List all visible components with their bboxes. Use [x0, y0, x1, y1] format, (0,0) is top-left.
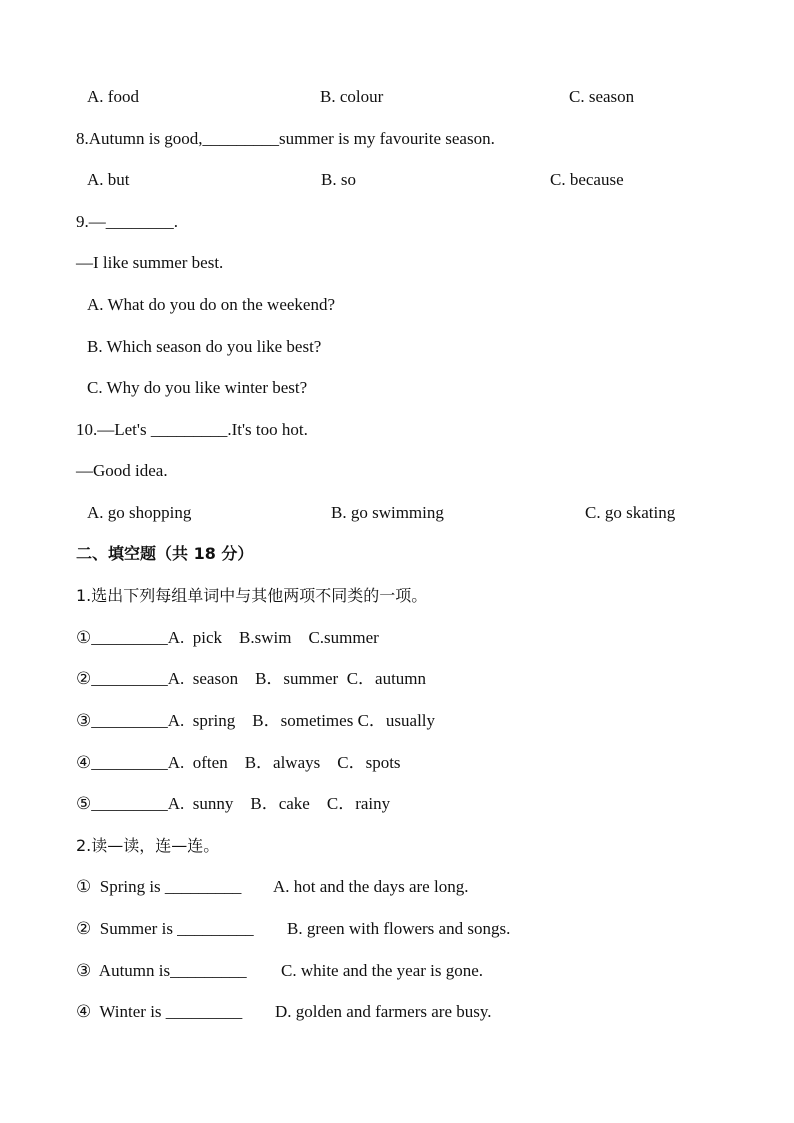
task1-item-2: ②_________A. season B．summer C．autumn — [76, 669, 427, 688]
q8-option-c: C. because — [550, 170, 624, 189]
q9-option-a: A. What do you do on the weekend? — [87, 295, 336, 314]
q8-option-b: B. so — [321, 170, 356, 189]
task1-item-5: ⑤_________A. sunny B．cake C．rainy — [76, 794, 391, 813]
task2-right-4: D. golden and farmers are busy. — [275, 1002, 492, 1021]
task1-item-3: ③_________A. spring B．sometimes C．usually — [76, 711, 436, 730]
task2-right-1: A. hot and the days are long. — [273, 877, 469, 896]
section-title: 二、填空题（共 18 分） — [76, 544, 254, 563]
task1-item-4: ④_________A. often B．always C．spots — [76, 753, 401, 772]
q9-stem: 9.—________. — [76, 212, 178, 231]
q10-option-a: A. go shopping — [87, 503, 192, 522]
task2-instruction: 2.读—读，连—连。 — [76, 836, 220, 855]
q8-stem: 8.Autumn is good,_________summer is my favourite season. — [76, 129, 495, 148]
q9-option-c: C. Why do you like winter best? — [87, 378, 308, 397]
q10-option-c: C. go skating — [585, 503, 676, 522]
task2-right-3: C. white and the year is gone. — [281, 961, 484, 980]
q7-option-c: C. season — [569, 87, 635, 106]
task2-left-1: ① Spring is _________ — [76, 877, 242, 896]
task2-right-2: B. green with flowers and songs. — [287, 919, 511, 938]
q8-option-a: A. but — [87, 170, 130, 189]
q7-option-b: B. colour — [320, 87, 384, 106]
q10-stem: 10.—Let's _________.It's too hot. — [76, 420, 308, 439]
task2-left-2: ② Summer is _________ — [76, 919, 254, 938]
task2-left-4: ④ Winter is _________ — [76, 1002, 243, 1021]
q7-option-a: A. food — [87, 87, 139, 106]
task2-left-3: ③ Autumn is_________ — [76, 961, 247, 980]
task1-instruction: 1.选出下列每组单词中与其他两项不同类的一项。 — [76, 586, 428, 605]
task1-item-1: ①_________A. pick B.swim C.summer — [76, 628, 379, 647]
q9-option-b: B. Which season do you like best? — [87, 337, 322, 356]
q10-option-b: B. go swimming — [331, 503, 444, 522]
q10-reply: —Good idea. — [76, 461, 168, 480]
q9-answer-line: —I like summer best. — [76, 253, 224, 272]
